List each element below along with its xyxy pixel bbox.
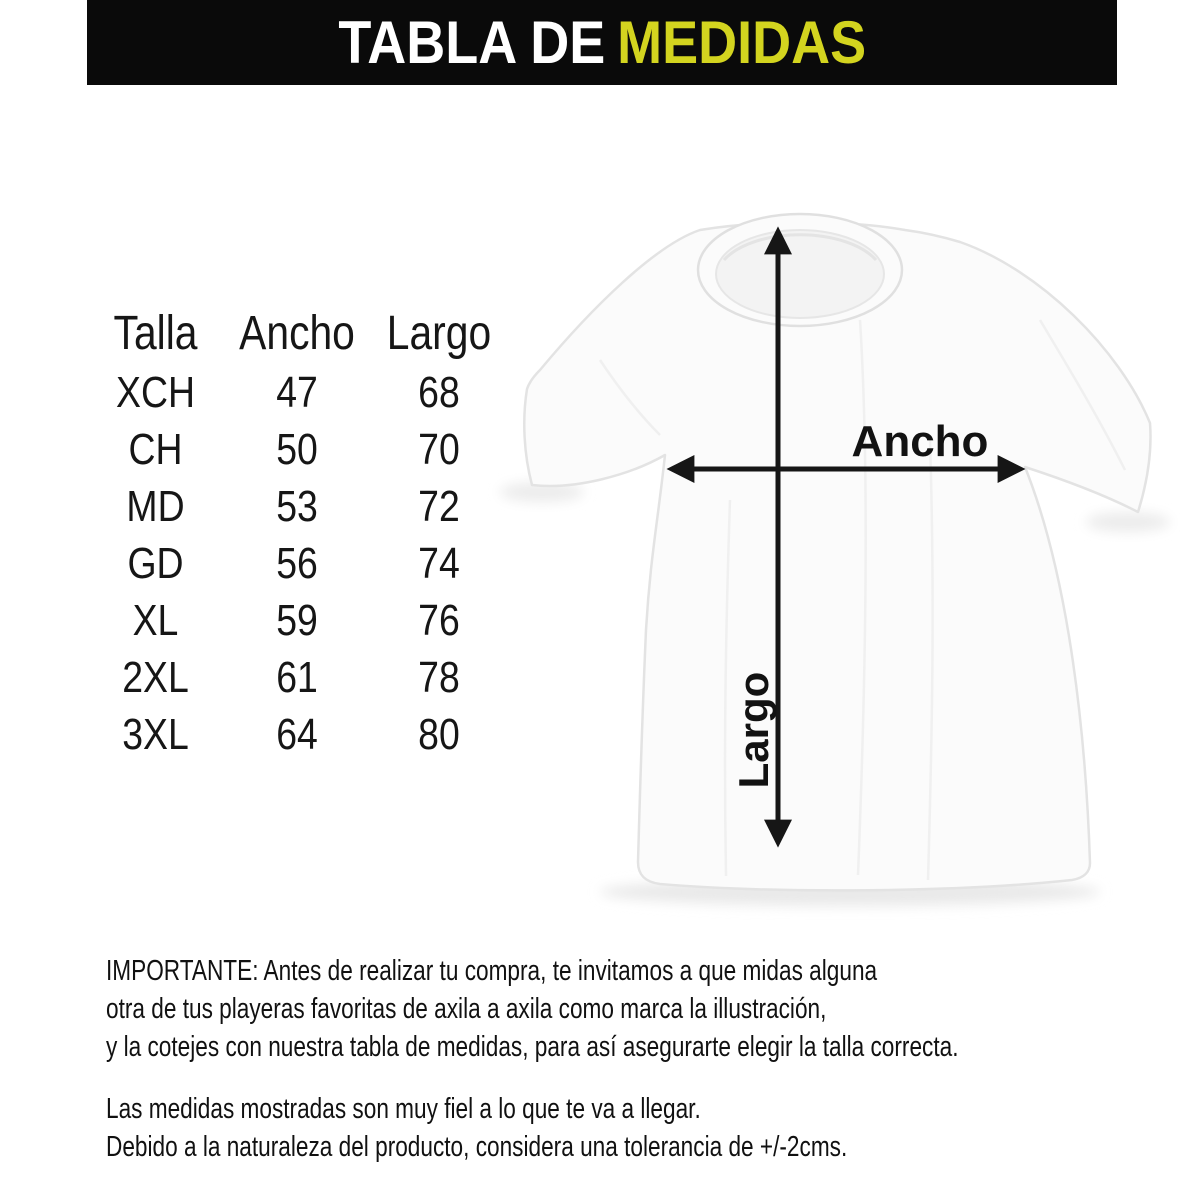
length-cell: 68 — [418, 367, 460, 417]
size-cell: 2XL — [122, 652, 189, 702]
length-cell: 80 — [418, 709, 460, 759]
tshirt-shape — [524, 214, 1150, 890]
important-note — [106, 952, 958, 1066]
table-row — [96, 478, 499, 535]
length-cell: 74 — [418, 538, 460, 588]
width-cell: 59 — [276, 595, 318, 645]
length-cell: 72 — [418, 481, 460, 531]
width-cell: 53 — [276, 481, 318, 531]
length-cell: 76 — [418, 595, 460, 645]
page-title — [338, 0, 866, 85]
size-cell: XL — [132, 595, 179, 645]
page-title-prefix: TABLA DE — [338, 9, 606, 76]
size-table-header-row — [96, 302, 499, 364]
collar — [698, 214, 902, 326]
column-header-talla: Talla — [113, 306, 198, 360]
size-cell: XCH — [116, 367, 195, 417]
table-row — [96, 535, 499, 592]
width-cell: 50 — [276, 424, 318, 474]
table-row — [96, 592, 499, 649]
width-cell: 61 — [276, 652, 318, 702]
length-cell: 70 — [418, 424, 460, 474]
title-bar — [87, 0, 1117, 85]
table-row — [96, 364, 499, 421]
fidelity-note — [106, 1090, 847, 1166]
size-cell: 3XL — [122, 709, 189, 759]
page-title-accent: MEDIDAS — [616, 9, 866, 76]
important-note-line: y la cotejes con nuestra tabla de medidas, para así asegurarte elegir la talla correcta. — [106, 1031, 959, 1063]
size-table — [96, 302, 499, 763]
width-cell: 56 — [276, 538, 318, 588]
length-arrow-label: Largo — [730, 671, 777, 789]
length-cell: 78 — [418, 652, 460, 702]
width-arrow-label: Ancho — [851, 417, 989, 466]
size-cell: CH — [128, 424, 183, 474]
table-row — [96, 706, 499, 763]
fidelity-note-line: Debido a la naturaleza del producto, considera una tolerancia de +/-2cms. — [106, 1131, 848, 1163]
width-cell: 64 — [276, 709, 318, 759]
size-cell: GD — [127, 538, 184, 588]
column-header-largo: Largo — [386, 306, 492, 360]
important-note-line: otra de tus playeras favoritas de axila a axila como marca la illustración, — [106, 993, 827, 1025]
table-row — [96, 649, 499, 706]
important-note-line: IMPORTANTE: Antes de realizar tu compra, te invitamos a que midas alguna — [106, 955, 878, 987]
column-header-ancho: Ancho — [239, 306, 355, 360]
tshirt-illustration — [480, 180, 1180, 940]
fidelity-note-line: Las medidas mostradas son muy fiel a lo que te va a llegar. — [106, 1093, 701, 1125]
table-row — [96, 421, 499, 478]
size-cell: MD — [126, 481, 185, 531]
width-cell: 47 — [276, 367, 318, 417]
